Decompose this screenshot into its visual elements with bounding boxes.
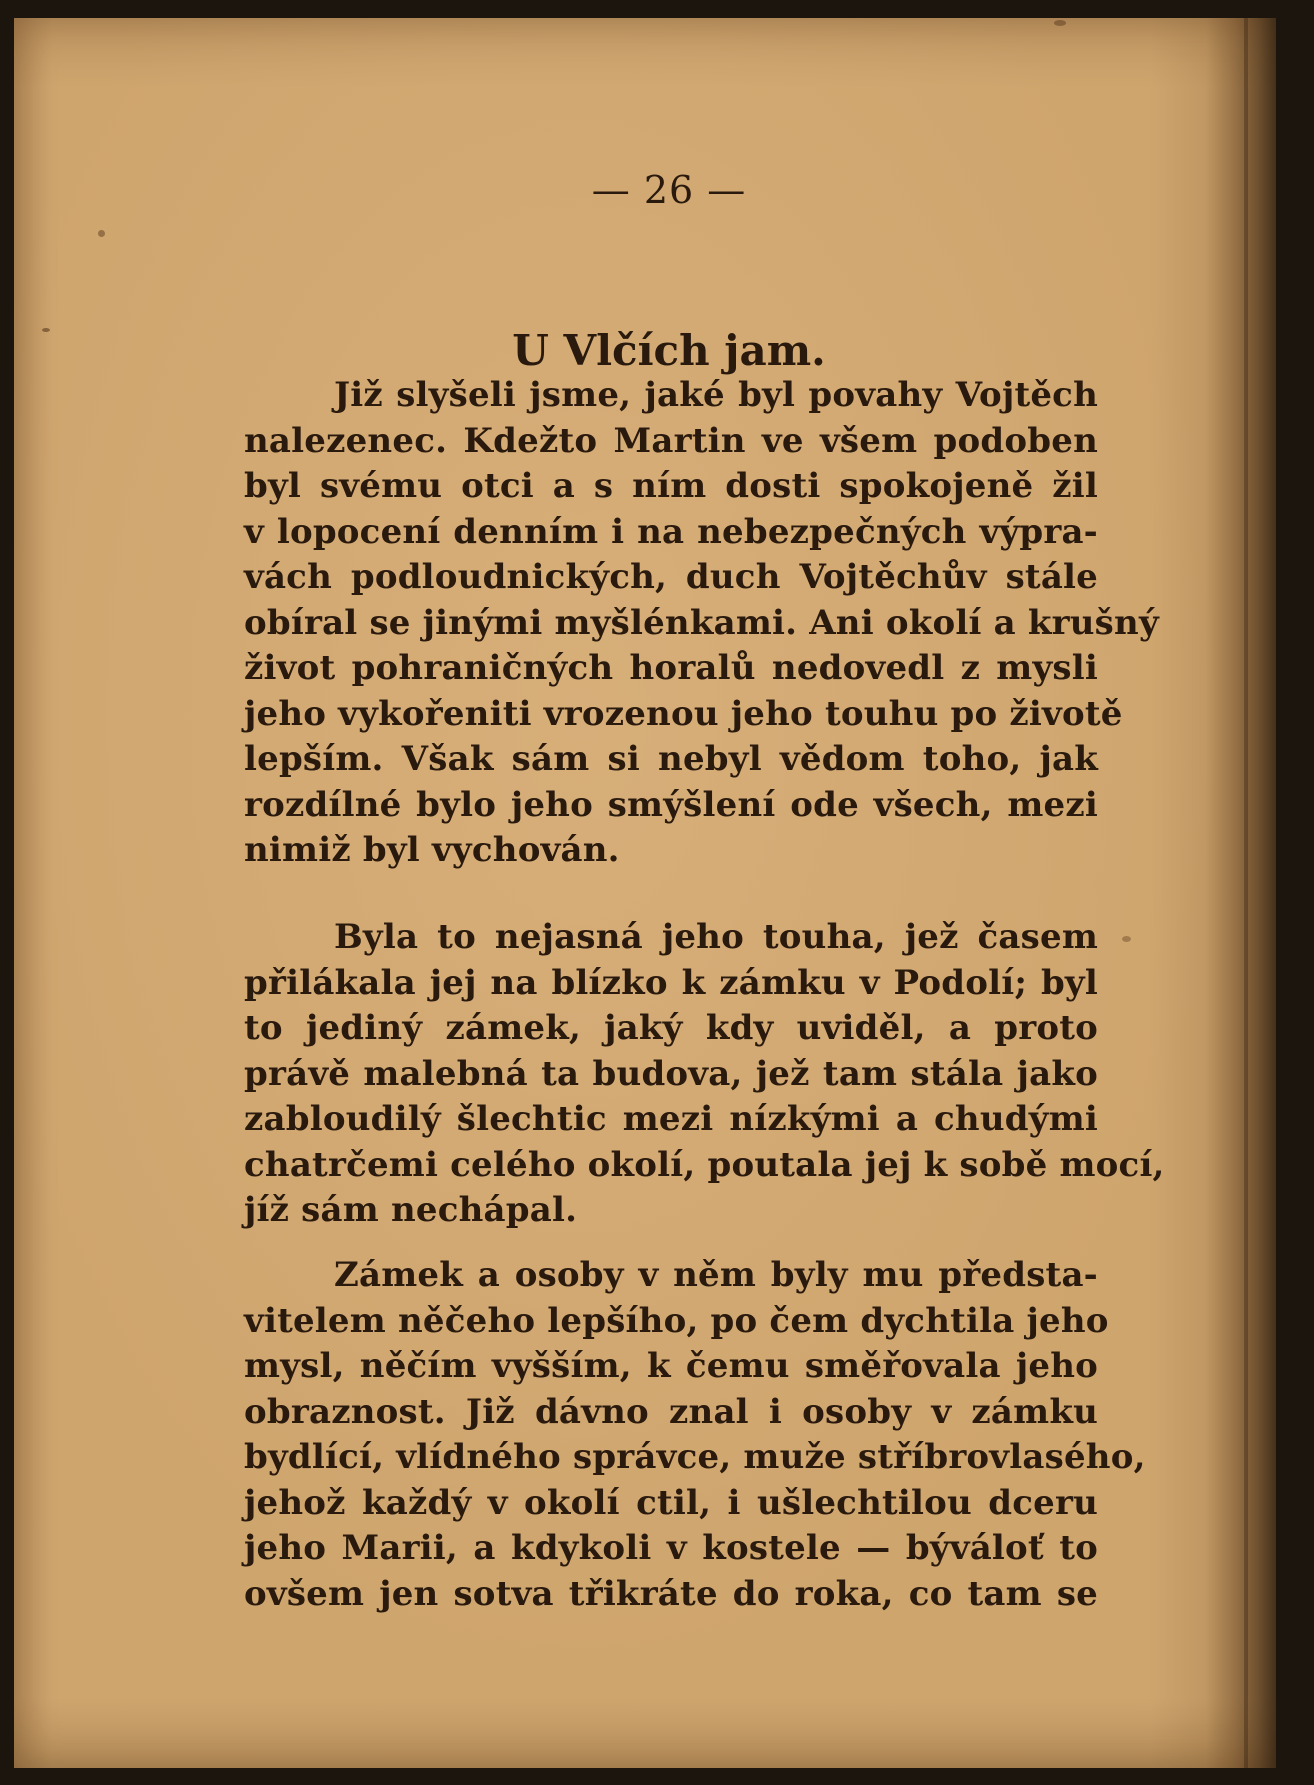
text-line: vách podloudnických, duch Vojtěchův stále: [244, 557, 1098, 597]
text-line: jeho vykořeniti vrozenou jeho touhu po životě: [244, 693, 1123, 734]
text-line: ovšem jen sotva třikráte do roka, co tam se: [244, 1573, 1098, 1614]
paper-speck: [98, 230, 105, 237]
text-line: nimiž byl vychován.: [244, 830, 620, 870]
text-line: chatrčemi celého okolí, poutala jej k sobě mocí,: [244, 1144, 1165, 1185]
text-line: Zámek a osoby v něm byly mu předsta-: [334, 1255, 1098, 1295]
paragraph-1: [244, 373, 1159, 874]
text-line: Již slyšeli jsme, jaké byl povahy Vojtěch: [334, 375, 1098, 415]
text-line: obraznost. Již dávno znal i osoby v zámku: [244, 1391, 1098, 1432]
text-line: jehož každý v okolí ctil, i ušlechtilou dceru: [244, 1482, 1098, 1523]
text-line: bydlící, vlídného správce, muže stříbrovlasého,: [244, 1437, 1146, 1477]
text-line: byl svému otci a s ním dosti spokojeně žil: [244, 466, 1098, 506]
text-line: Byla to nejasná jeho touha, jež časem: [334, 917, 1098, 957]
chapter-title: U Vlčích jam.: [512, 326, 826, 375]
text-line: to jediný zámek, jaký kdy uviděl, a proto: [244, 1008, 1098, 1048]
paper-speck: [42, 328, 50, 332]
text-line: vitelem něčeho lepšího, po čem dychtila jeho: [244, 1300, 1109, 1341]
text-line: nalezenec. Kdežto Martin ve všem podoben: [244, 420, 1098, 461]
text-line: lepším. Však sám si nebyl vědom toho, jak: [244, 739, 1098, 779]
paragraph-3: [244, 1253, 1146, 1617]
spine-edge: [1244, 18, 1248, 1768]
page-number: — 26 —: [591, 168, 747, 212]
text-line: mysl, něčím vyšším, k čemu směřovala jeho: [244, 1346, 1098, 1386]
text-line: přilákala jej na blízko k zámku v Podolí; byl: [244, 962, 1098, 1003]
text-line: zabloudilý šlechtic mezi nízkými a chudými: [244, 1099, 1098, 1139]
paper-speck: [1122, 936, 1131, 942]
book-page: [14, 18, 1276, 1768]
text-line: život pohraničných horalů nedovedl z mysli: [244, 648, 1098, 688]
page-gutter-shadow: [1206, 18, 1276, 1768]
paragraph-2: [244, 915, 1165, 1234]
text-line: rozdílné bylo jeho smýšlení ode všech, mezi: [244, 784, 1098, 825]
paper-speck: [1054, 20, 1066, 26]
text-line: právě malebná ta budova, jež tam stála jako: [244, 1053, 1098, 1094]
text-line: obíral se jinými myšlénkami. Ani okolí a krušný: [244, 602, 1159, 643]
text-line: jeho Marii, a kdykoli v kostele — býváloť to: [244, 1528, 1098, 1568]
text-line: jíž sám nechápal.: [244, 1190, 578, 1230]
text-line: v lopocení denním i na nebezpečných výpra-: [244, 511, 1098, 552]
